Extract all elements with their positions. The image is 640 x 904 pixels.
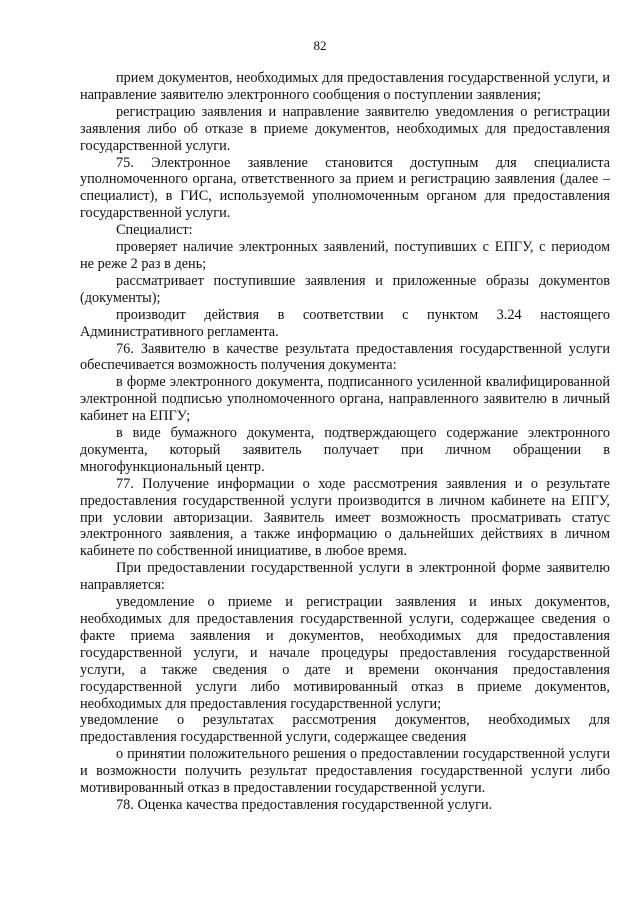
paragraph: производит действия в соответствии с пунктом 3.24 настоящего Административного регламента.	[80, 306, 610, 340]
paragraph: уведомление о результатах рассмотрения документов, необходимых для предоставления государственной услуги, содержащее сведения	[80, 712, 610, 746]
paragraph: рассматривает поступившие заявления и приложенные образы документов (документы);	[80, 272, 610, 306]
paragraph: 76. Заявителю в качестве результата предоставления государственной услуги обеспечивается возможность получения документа:	[80, 340, 610, 374]
paragraph: проверяет наличие электронных заявлений, поступивших с ЕПГУ, с периодом не реже 2 раз в день;	[80, 239, 610, 272]
paragraph: в форме электронного документа, подписанного усиленной квалифицированной электронной подписью уполномоченного органа, направленного заявителю в личный кабинет на ЕПГУ;	[80, 374, 610, 425]
paragraph: Специалист:	[116, 222, 193, 239]
paragraph: При предоставлении государственной услуги в электронной форме заявителю направляется:	[80, 560, 610, 594]
paragraph: 77. Получение информации о ходе рассмотрения заявления и о результате предоставления государственной услуги производится в личном кабинете на ЕПГУ, при условии авторизации. Заявитель имеет возможность просматривать статус электронного заявления, а также информацию о дальнейших действиях в личном кабинете по собственной инициативе, в любое время.	[80, 475, 610, 560]
paragraph: в виде бумажного документа, подтверждающего содержание электронного документа, который заявитель получает при личном обращении в многофункциональный центр.	[80, 425, 610, 475]
paragraph: регистрацию заявления и направление заявителю уведомления о регистрации заявления либо об отказе в приеме документов, необходимых для предоставления государственной услуги.	[80, 103, 610, 154]
paragraph: уведомление о приеме и регистрации заявления и иных документов, необходимых для предоставления государственной услуги, содержащее сведения о факте приема заявления и документов, необходимых для предоставления государственной услуги, и начале процедуры предоставления государственной услуги, а также сведения о дате и времени окончания предоставления государственной услуги либо мотивированный отказ в приеме документов, необходимых для предоставления государственной услуги;	[80, 594, 610, 712]
paragraph: прием документов, необходимых для предоставления государственной услуги, и направление заявителю электронного сообщения о поступлении заявления;	[80, 70, 610, 103]
paragraph: 78. Оценка качества предоставления государственной услуги.	[116, 796, 493, 813]
paragraph: 75. Электронное заявление становится доступным для специалиста уполномоченного органа, ответственного за прием и регистрацию заявления (далее – специалист), в ГИС, используемой уполномоченным органом для предоставления государственной услуги.	[80, 154, 610, 222]
page-number: 82	[313, 38, 327, 53]
document-body	[80, 70, 610, 814]
paragraph: о принятии положительного решения о предоставлении государственной услуги и возможности получить результат предоставления государственной услуги либо мотивированный отказ в предоставлении государственной услуги.	[80, 746, 610, 797]
